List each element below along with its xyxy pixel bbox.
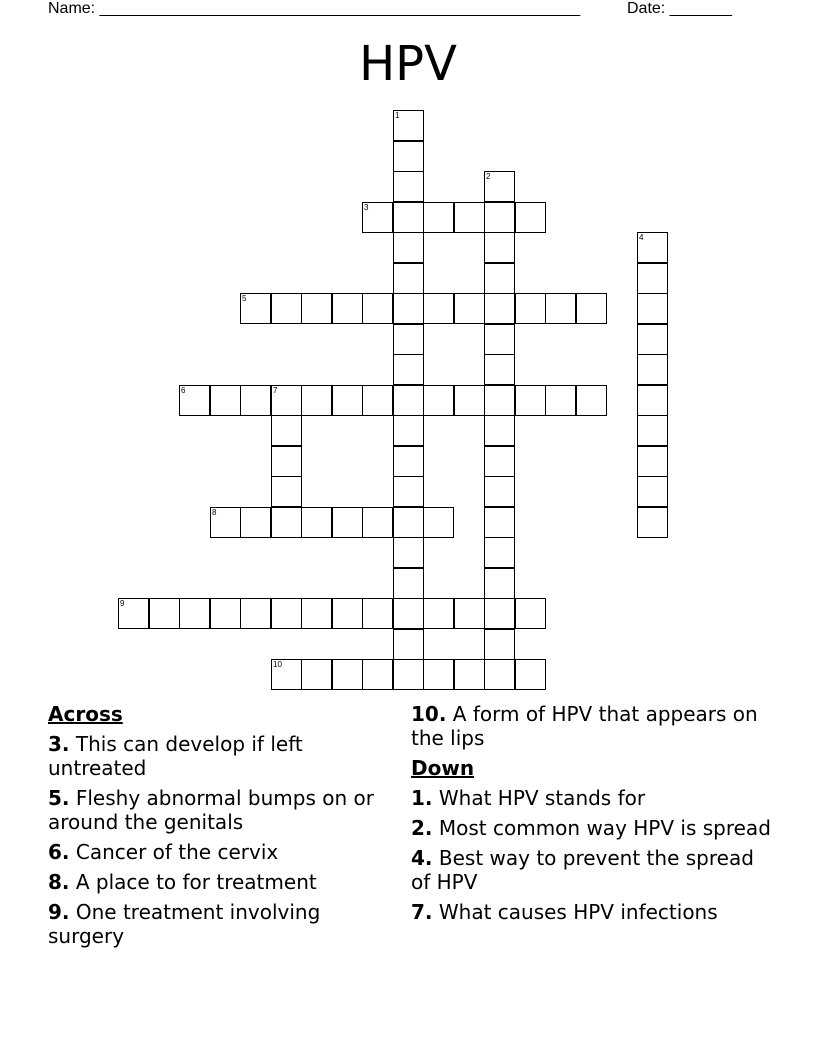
crossword-cell[interactable] <box>454 293 485 324</box>
crossword-cell[interactable] <box>515 598 546 629</box>
crossword-cell[interactable] <box>515 293 546 324</box>
crossword-cell[interactable] <box>301 385 332 416</box>
crossword-cell[interactable] <box>362 507 393 538</box>
crossword-cell[interactable] <box>637 476 668 507</box>
crossword-cell[interactable] <box>576 385 607 416</box>
crossword-cell[interactable] <box>332 507 363 538</box>
crossword-cell[interactable] <box>393 141 424 172</box>
crossword-cell[interactable] <box>393 202 424 233</box>
crossword-cell[interactable] <box>179 598 210 629</box>
crossword-cell[interactable] <box>393 629 424 660</box>
crossword-cell[interactable] <box>271 446 302 477</box>
crossword-cell[interactable] <box>393 568 424 599</box>
clue-number: 1 <box>395 111 400 120</box>
clue-number: 10 <box>273 660 282 669</box>
crossword-cell[interactable] <box>484 537 515 568</box>
crossword-cell[interactable] <box>271 507 302 538</box>
down-heading: Down <box>411 756 475 780</box>
crossword-cell[interactable] <box>240 507 271 538</box>
crossword-cell[interactable] <box>545 385 576 416</box>
crossword-cell[interactable] <box>362 293 393 324</box>
crossword-cell[interactable] <box>240 598 271 629</box>
crossword-cell[interactable] <box>393 476 424 507</box>
crossword-cell[interactable] <box>484 629 515 660</box>
crossword-cell[interactable] <box>393 507 424 538</box>
crossword-cell[interactable] <box>332 293 363 324</box>
crossword-cell[interactable] <box>301 659 332 690</box>
crossword-cell[interactable] <box>484 568 515 599</box>
crossword-cell[interactable] <box>637 354 668 385</box>
crossword-cell[interactable] <box>484 324 515 355</box>
crossword-cell[interactable] <box>637 385 668 416</box>
crossword-cell[interactable] <box>179 385 210 416</box>
crossword-cell[interactable] <box>271 476 302 507</box>
crossword-cell[interactable] <box>240 293 271 324</box>
crossword-cell[interactable] <box>515 659 546 690</box>
clue-down-1: 1. What HPV stands for <box>411 786 646 810</box>
crossword-cell[interactable] <box>484 293 515 324</box>
crossword-cell[interactable] <box>271 659 302 690</box>
crossword-cell[interactable] <box>423 659 454 690</box>
clue-number: 7 <box>273 386 278 395</box>
crossword-cell[interactable] <box>484 507 515 538</box>
crossword-cell[interactable] <box>484 476 515 507</box>
crossword-cell[interactable] <box>271 415 302 446</box>
crossword-cell[interactable] <box>362 659 393 690</box>
date-field[interactable]: Date: _______ <box>627 0 732 17</box>
clue-across-6: 6. Cancer of the cervix <box>48 840 279 864</box>
crossword-cell[interactable] <box>301 598 332 629</box>
clue-number: 9 <box>120 599 125 608</box>
crossword-cell[interactable] <box>393 293 424 324</box>
clue-across-8: 8. A place to for treatment <box>48 870 317 894</box>
crossword-cell[interactable] <box>454 598 485 629</box>
crossword-cell[interactable] <box>240 385 271 416</box>
crossword-cell[interactable] <box>484 354 515 385</box>
crossword-cell[interactable] <box>393 659 424 690</box>
crossword-cell[interactable] <box>210 507 241 538</box>
crossword-cell[interactable] <box>393 446 424 477</box>
crossword-cell[interactable] <box>332 598 363 629</box>
crossword-cell[interactable] <box>637 293 668 324</box>
crossword-cell[interactable] <box>484 598 515 629</box>
crossword-cell[interactable] <box>271 293 302 324</box>
clue-across-9: 9. One treatment involving surgery <box>48 900 321 948</box>
crossword-cell[interactable] <box>484 385 515 416</box>
crossword-cell[interactable] <box>454 385 485 416</box>
crossword-cell[interactable] <box>118 598 149 629</box>
crossword-cell[interactable] <box>362 202 393 233</box>
clue-down-2: 2. Most common way HPV is spread <box>411 816 771 840</box>
clue-across-10: 10. A form of HPV that appears on the lips <box>411 702 758 750</box>
crossword-cell[interactable] <box>393 171 424 202</box>
crossword-cell[interactable] <box>423 507 454 538</box>
crossword-cell[interactable] <box>393 385 424 416</box>
crossword-cell[interactable] <box>332 659 363 690</box>
crossword-cell[interactable] <box>149 598 180 629</box>
clue-across-5: 5. Fleshy abnormal bumps on or around the genitals <box>48 786 374 834</box>
clue-number: 5 <box>242 294 247 303</box>
crossword-cell[interactable] <box>393 324 424 355</box>
crossword-cell[interactable] <box>393 263 424 294</box>
crossword-cell[interactable] <box>484 202 515 233</box>
crossword-cell[interactable] <box>637 446 668 477</box>
clues-column-right <box>411 702 771 930</box>
crossword-cell[interactable] <box>210 385 241 416</box>
clue-number: 2 <box>486 172 491 181</box>
crossword-cell[interactable] <box>576 293 607 324</box>
crossword-cell[interactable] <box>332 385 363 416</box>
crossword-cell[interactable] <box>362 598 393 629</box>
crossword-cell[interactable] <box>301 507 332 538</box>
clue-number: 8 <box>212 508 217 517</box>
crossword-cell[interactable] <box>271 598 302 629</box>
crossword-cell[interactable] <box>301 293 332 324</box>
clue-down-7: 7. What causes HPV infections <box>411 900 718 924</box>
crossword-cell[interactable] <box>210 598 241 629</box>
page-title: HPV <box>359 36 457 92</box>
crossword-cell[interactable] <box>484 446 515 477</box>
crossword-cell[interactable] <box>637 324 668 355</box>
crossword-cell[interactable] <box>393 415 424 446</box>
crossword-cell[interactable] <box>423 202 454 233</box>
crossword-cell[interactable] <box>637 263 668 294</box>
name-field[interactable]: Name: ______________________________________________________ <box>48 0 581 17</box>
crossword-cell[interactable] <box>484 171 515 202</box>
clues-column-left <box>48 702 378 954</box>
crossword-cell[interactable] <box>637 232 668 263</box>
crossword-cell[interactable] <box>484 659 515 690</box>
crossword-cell[interactable] <box>515 202 546 233</box>
crossword-cell[interactable] <box>393 598 424 629</box>
across-heading: Across <box>48 702 123 726</box>
clue-down-4: 4. Best way to prevent the spread of HPV <box>411 846 754 894</box>
crossword-cell[interactable] <box>545 293 576 324</box>
crossword-cell[interactable] <box>484 263 515 294</box>
crossword-cell[interactable] <box>423 385 454 416</box>
clue-number: 3 <box>364 203 369 212</box>
crossword-cell[interactable] <box>515 385 546 416</box>
crossword-cell[interactable] <box>271 385 302 416</box>
crossword-cell[interactable] <box>484 232 515 263</box>
clue-number: 4 <box>639 233 644 242</box>
crossword-cell[interactable] <box>393 110 424 141</box>
crossword-cell[interactable] <box>454 659 485 690</box>
crossword-cell[interactable] <box>423 598 454 629</box>
crossword-cell[interactable] <box>637 507 668 538</box>
clue-number: 6 <box>181 386 186 395</box>
crossword-cell[interactable] <box>393 537 424 568</box>
crossword-cell[interactable] <box>393 232 424 263</box>
crossword-cell[interactable] <box>393 354 424 385</box>
crossword-cell[interactable] <box>454 202 485 233</box>
crossword-cell[interactable] <box>637 415 668 446</box>
crossword-cell[interactable] <box>362 385 393 416</box>
clue-across-3: 3. This can develop if left untreated <box>48 732 303 780</box>
crossword-cell[interactable] <box>423 293 454 324</box>
crossword-cell[interactable] <box>484 415 515 446</box>
